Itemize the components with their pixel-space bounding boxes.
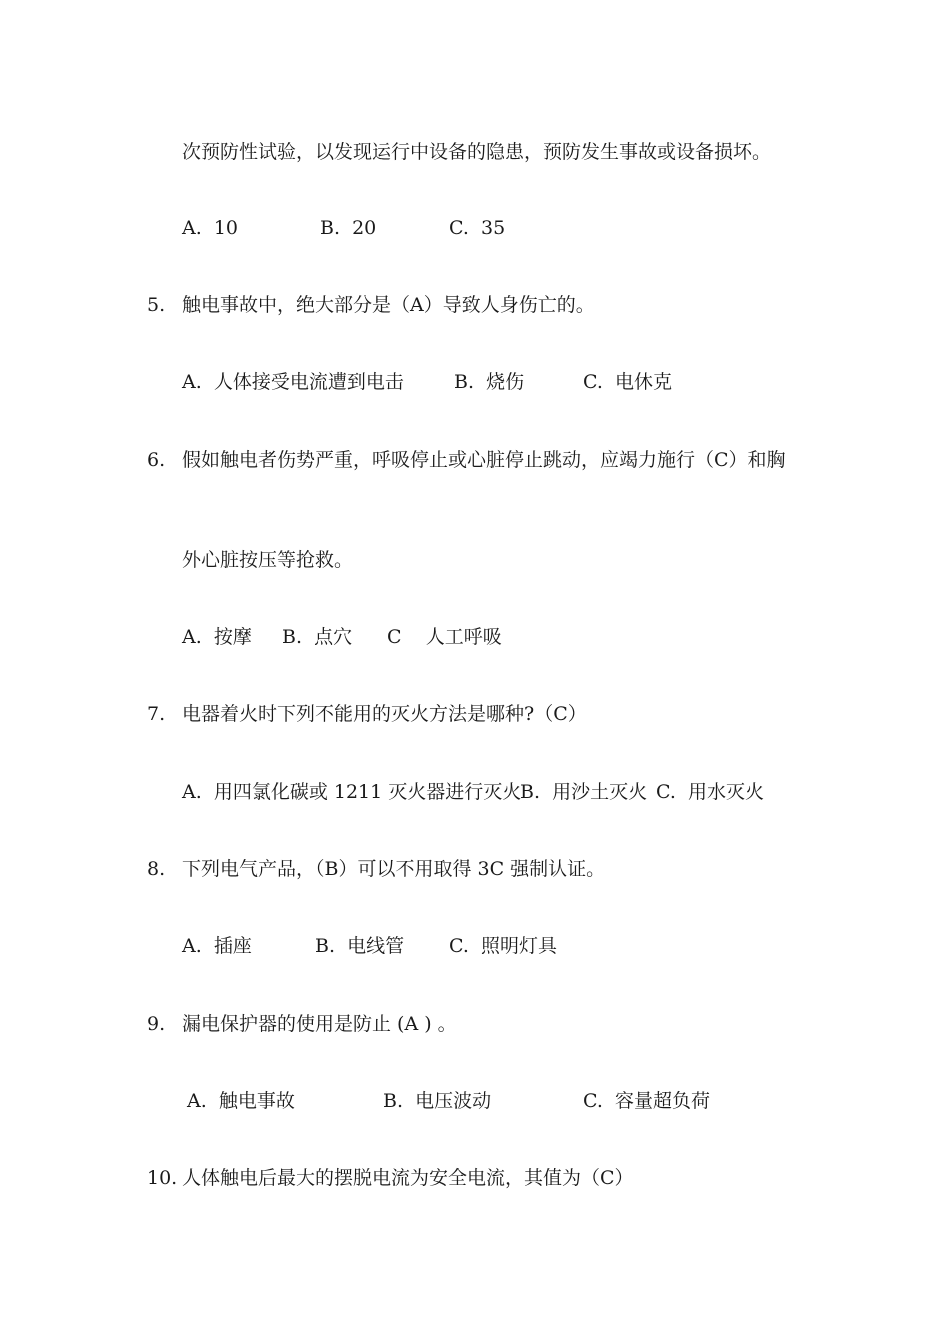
q5-option-c: C. 电休克 xyxy=(583,371,672,393)
question-9-number: 9. xyxy=(147,1013,166,1035)
q4-option-a: A. 10 xyxy=(182,217,239,239)
q9-option-a: A. 触电事故 xyxy=(187,1090,295,1112)
q6-option-c: C 人工呼吸 xyxy=(387,626,502,648)
question-7-number: 7. xyxy=(147,703,166,725)
question-10-text: 人体触电后最大的摆脱电流为安全电流，其值为（C） xyxy=(182,1167,634,1189)
q6-option-a: A. 按摩 xyxy=(182,626,252,648)
q8-option-b: B. 电线管 xyxy=(315,935,405,957)
q7-option-a: A. 用四氯化碳或 1211 灭火器进行灭火 xyxy=(182,781,522,803)
question-6-text-line-2: 外心脏按压等抢救。 xyxy=(182,549,354,571)
q5-option-b: B. 烧伤 xyxy=(454,371,525,393)
question-9-text: 漏电保护器的使用是防止 (A ) 。 xyxy=(182,1013,457,1035)
question-6-text: 假如触电者伤势严重，呼吸停止或心脏停止跳动，应竭力施行（C）和胸 xyxy=(182,449,786,471)
question-4-continuation: 次预防性试验，以发现运行中设备的隐患，预防发生事故或设备损坏。 xyxy=(182,141,772,163)
q9-option-b: B. 电压波动 xyxy=(383,1090,492,1112)
q7-option-c: C. 用水灭火 xyxy=(656,781,764,803)
question-5-text: 触电事故中，绝大部分是（A）导致人身伤亡的。 xyxy=(182,294,595,316)
question-6-number: 6. xyxy=(147,449,166,471)
q4-option-b: B. 20 xyxy=(320,217,377,239)
question-7-text: 电器着火时下列不能用的灭火方法是哪种?（C） xyxy=(182,703,587,725)
question-10-number: 10. xyxy=(147,1167,178,1189)
q8-option-c: C. 照明灯具 xyxy=(449,935,557,957)
question-8-text: 下列电气产品，（B）可以不用取得 3C 强制认证。 xyxy=(182,858,606,880)
q6-option-b: B. 点穴 xyxy=(282,626,353,648)
q8-option-a: A. 插座 xyxy=(182,935,252,957)
q7-option-b: B. 用沙土灭火 xyxy=(520,781,648,803)
q5-option-a: A. 人体接受电流遭到电击 xyxy=(182,371,404,393)
q4-option-c: C. 35 xyxy=(449,217,506,239)
question-5-number: 5. xyxy=(147,294,166,316)
q9-option-c: C. 容量超负荷 xyxy=(583,1090,710,1112)
question-8-number: 8. xyxy=(147,858,166,880)
